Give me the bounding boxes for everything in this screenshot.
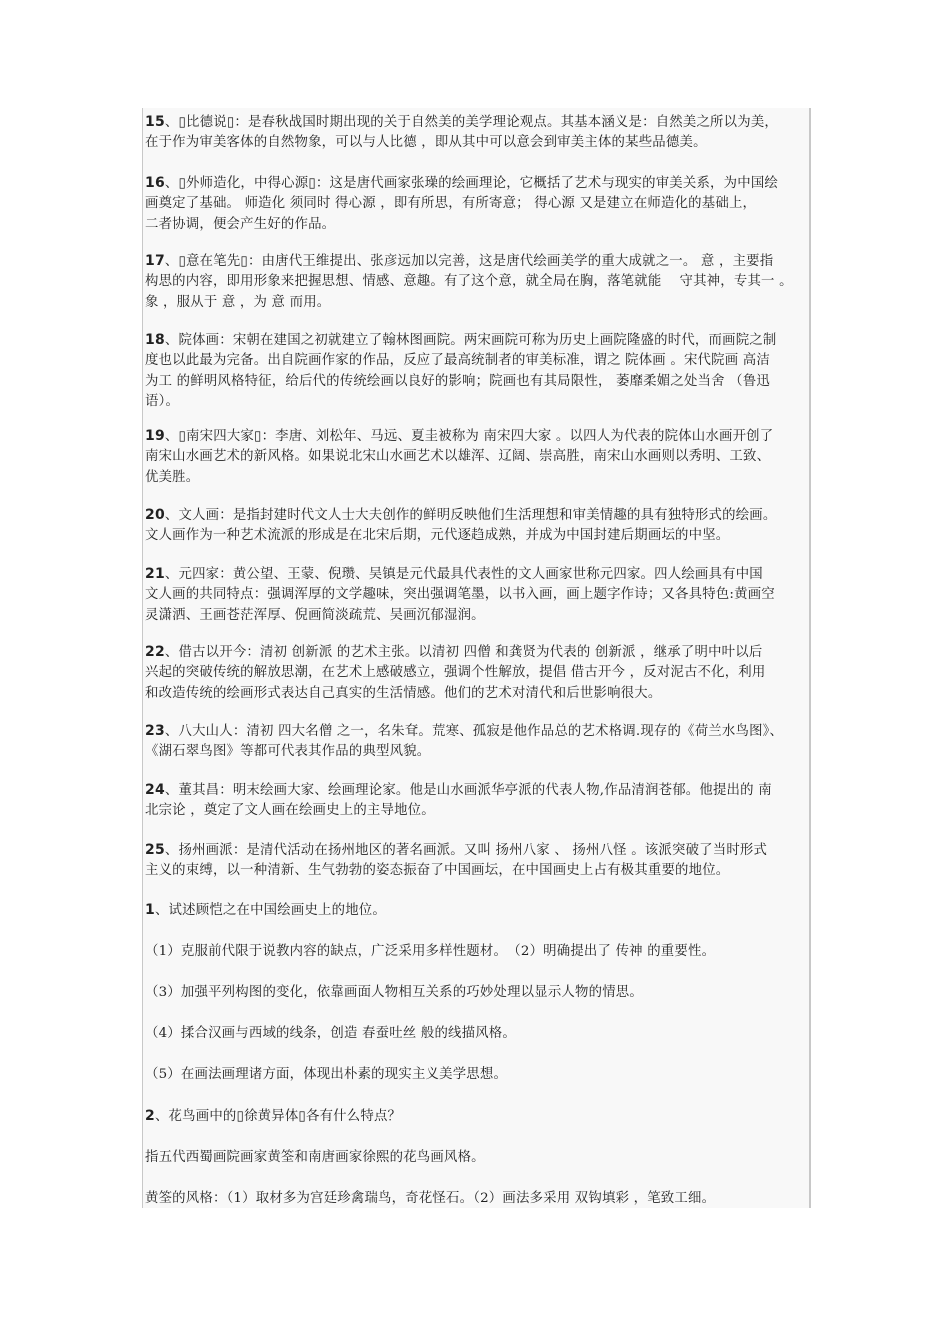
term-line: 文人画作为一种艺术流派的形成是在北宋后期，元代逐趋成熟，并成为中国封建后期画坛的中坚。 [145,528,730,544]
term-17 [145,251,793,313]
term-line: 《湖石翠鸟图》等都可代表其作品的典型风貌。 [145,744,431,760]
term-25 [145,840,767,882]
term-line: 南宋山水画艺术的新风格。如果说北宋山水画艺术以雄浑、辽阔、崇高胜，南宋山水画则以秀明、工致、 [145,449,771,465]
term-line: 25、扬州画派：是清代活动在扬州地区的著名画派。又叫 扬州八家 、 扬州八怪 。该派突破了当时形式 [145,842,768,858]
term-22 [145,642,766,704]
question-1-answer-4: （4）揉合汉画与西域的线条，创造 春蚕吐丝 般的线描风格。 [145,1026,516,1041]
question-2-title: 2、花鸟画中的▯徐黄异体▯各有什么特点？ [145,1108,402,1124]
term-number: 24 [145,782,165,798]
term-line: 19、▯南宋四大家▯：李唐、刘松年、马远、夏圭被称为 南宋四大家 。以四人为代表的院体山水画开创了 [145,428,774,444]
term-number: 23 [145,723,165,739]
question-1-answer-5: （5）在画法画理诸方面，体现出朴素的现实主义美学思想。 [145,1067,508,1082]
term-line: 16、▯外师造化，中得心源▯：这是唐代画家张璪的绘画理论，它概括了艺术与现实的审美关系，为中国绘 [145,175,779,191]
term-line: 20、文人画：是指封建时代文人士大夫创作的鲜明反映他们生活理想和审美情趣的具有独特形式的绘画。 [145,507,777,523]
question-2-answer-intro: 指五代西蜀画院画家黄筌和南唐画家徐熙的花鸟画风格。 [145,1150,485,1165]
term-line: 画奠定了基础。 师造化 须同时 得心源 ，即有所思，有所寄意； 得心源 又是建立在师造化的基础上， [145,196,757,212]
term-line: 和改造传统的绘画形式表达自己真实的生活情感。他们的艺术对清代和后世影响很大。 [145,685,662,701]
term-line: 灵潇洒、王画苍茫浑厚、倪画简淡疏荒、吴画沉郁湿润。 [145,607,485,623]
term-line: 22、借古以开今：清初 创新派 的艺术主张。以清初 四僧 和龚贤为代表的 创新派 ，继承了明中叶以后 [145,644,763,660]
term-number: 21 [145,566,165,582]
question-1-title: 1、试述顾恺之在中国绘画史上的地位。 [145,902,386,918]
question-1-answer-3: （3）加强平列构图的变化，依靠画面人物相互关系的巧妙处理以显示人物的情思。 [145,985,643,1000]
term-line: 二者协调，便会产生好的作品。 [145,216,336,232]
term-line: 17、▯意在笔先▯：由唐代王维提出、张彦远加以完善，这是唐代绘画美学的重大成就之一。 意 ，主要指 [145,253,774,269]
term-line: 兴起的突破传统的解放思潮，在艺术上感破感立，强调个性解放，提倡 借古开今 ，反对泥古不化，利用 [145,665,766,681]
term-number: 19 [145,428,165,444]
term-18 [145,330,776,413]
term-line: 为工 的鲜明风格特征，给后代的传统绘画以良好的影响；院画也有其局限性， 萎靡柔媚之处当舍 （鲁迅 [145,373,770,389]
term-19 [145,426,773,488]
question-2-answer-huang: 黄筌的风格：（1）取材多为宫廷珍禽瑞鸟，奇花怪石。（2）画法多采用 双钩填彩 ，笔致工细。 [145,1191,716,1206]
term-line: 文人画的共同特点：强调浑厚的文学趣味，突出强调笔墨，以书入画，画上题字作诗；又各具特色:黄画空 [145,587,775,603]
term-20 [145,505,776,547]
term-line: 度也以此最为完备。出自院画作家的作品，反应了最高统制者的审美标准，谓之 院体画 。宋代院画 高洁 [145,353,770,369]
term-24 [145,780,772,822]
question-number: 1 [145,902,155,918]
question-1-answer-1: （1）克服前代限于说教内容的缺点，广泛采用多样性题材。 （2）明确提出了 传神 的重要性。 [145,944,716,959]
term-15 [145,112,778,154]
term-line: 构思的内容，即用形象来把握思想、情感、意趣。有了这个意，就全局在胸，落笔就能 守其神，专其一 。 [145,274,793,290]
term-line: 23、八大山人：清初 四大名僧 之一，名朱耷。荒寒、孤寂是他作品总的艺术格调.现存的《荷兰水鸟图》、 [145,723,784,739]
term-line: 21、元四家：黄公望、王蒙、倪瓒、吴镇是元代最具代表性的文人画家世称元四家。四人绘画具有中国 [145,566,763,582]
term-number: 22 [145,644,165,660]
term-number: 18 [145,332,165,348]
term-16 [145,173,778,235]
term-line: 语）。 [145,394,180,410]
term-line: 在于作为审美客体的自然物象，可以与人比德 ，即从其中可以意会到审美主体的某些品德美。 [145,135,707,151]
term-number: 17 [145,253,165,269]
term-number: 25 [145,842,165,858]
term-line: 15、▯比德说▯：是春秋战国时期出现的关于自然美的美学理论观点。其基本涵义是：自然美之所以为美， [145,114,779,130]
term-line: 24、董其昌：明末绘画大家、绘画理论家。他是山水画派华亭派的代表人物,作品清润苍郁。他提出的 南 [145,782,772,798]
term-number: 15 [145,114,165,130]
term-line: 北宗论 ，奠定了文人画在绘画史上的主导地位。 [145,803,435,819]
question-number: 2 [145,1108,155,1124]
term-line: 主义的束缚，以一种清新、生气勃勃的姿态振奋了中国画坛，在中国画史上占有极其重要的地位。 [145,863,730,879]
term-line: 象 ，服从于 意 ，为 意 而用。 [145,294,331,310]
term-23 [145,721,783,763]
term-line: 优美胜。 [145,469,200,485]
term-number: 16 [145,175,165,191]
term-line: 18、院体画：宋朝在建国之初就建立了翰林图画院。两宋画院可称为历史上画院隆盛的时代，而画院之制 [145,332,777,348]
term-number: 20 [145,507,165,523]
term-21 [145,564,775,626]
